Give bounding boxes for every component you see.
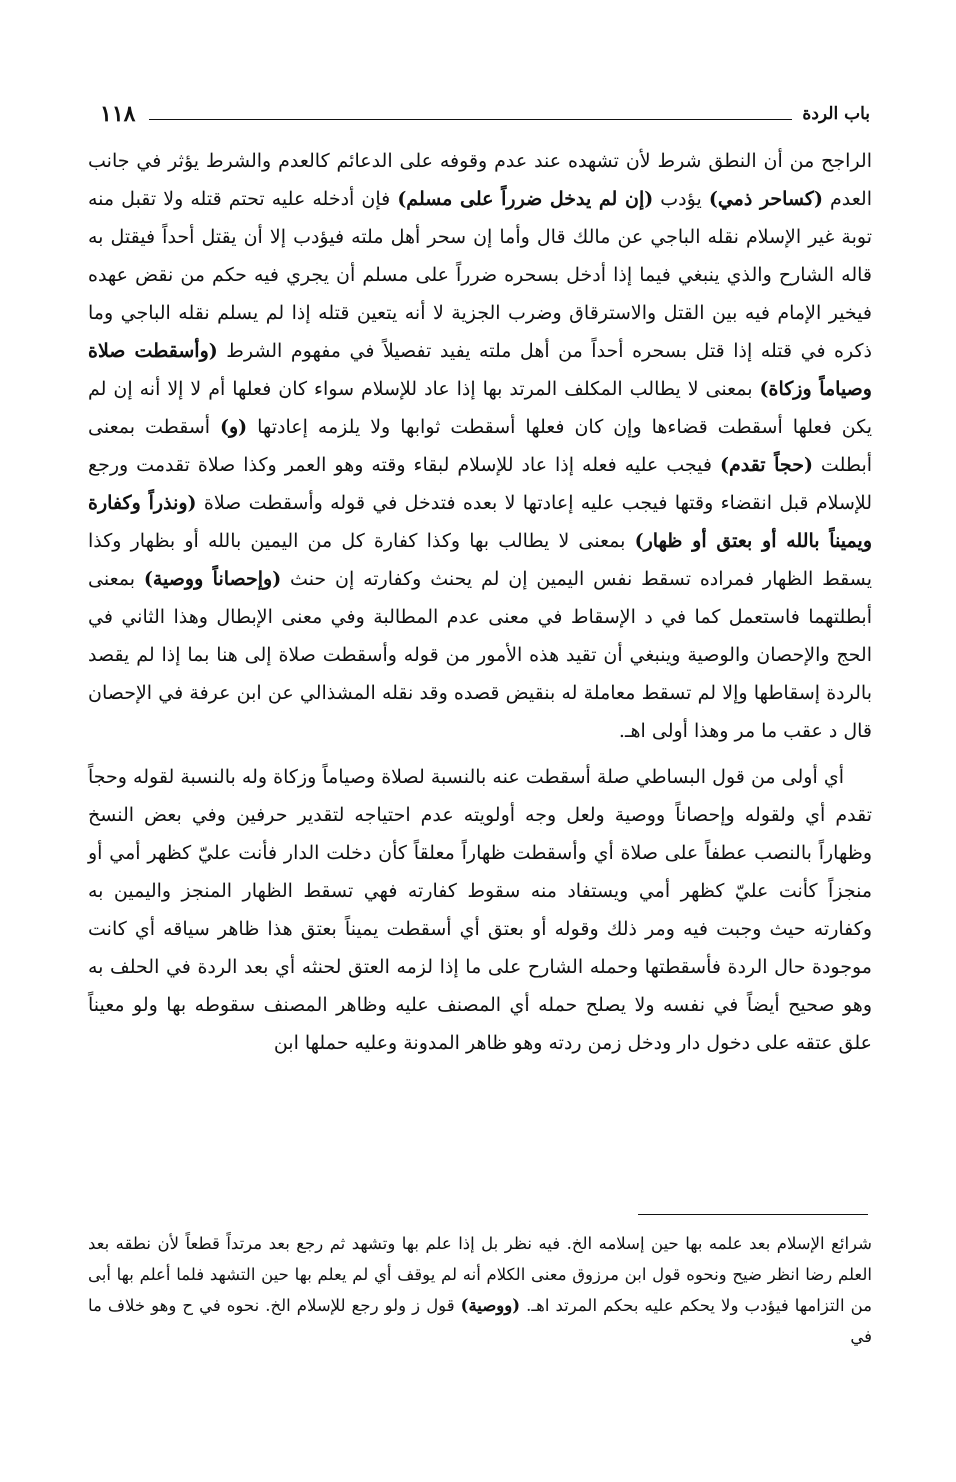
paragraph-1 xyxy=(88,142,872,750)
text-segment: فإن أدخله عليه تحتم قتله ولا تقبل منه توبة غير الإسلام نقله الباجي عن مالك قال وأما إن سحر أهل ملته فيؤدب إلا أن يقتل أحداً فيقتل به قاله الشارح والذي ينبغي فيما إذا أدخل بسحره ضرراً على مسلم أن يجري فيه حكم من نقض عهده فيخير الإمام فيه بين القتل والاسترقاق وضرب الجزية لا أنه يتعين قتله إذا لم يسلم نقله الباجي وما ذكره في قتله إذا قتل بسحره أحداً من أهل ملته يفيد تفصيلاً في مفهوم الشرط xyxy=(88,188,873,362)
matn-quote: (وإحصاناً ووصية) xyxy=(143,568,282,590)
header-rule xyxy=(149,119,792,120)
matn-quote: (و) xyxy=(220,416,248,438)
footnote-quote: (ووصية) xyxy=(460,1296,521,1315)
text-segment: بمعنى أبطلتهما فاستعمل كما في د الإسقاط في معنى عدم المطالبة وفي معنى الإبطال وهذا الثاني في الحج والإحصان والوصية وينبغي أن تقيد هذه الأمور من قوله وأسقطت صلاة إلى هنا بما إذا لم يقصد بالردة إسقاطها وإلا لم تسقط معاملة له بنقيض قصده وقد نقله المشذالي عن ابن عرفة في الإحصان قال د عقب ما مر وهذا أولى اهـ. xyxy=(88,568,872,742)
matn-quote: (كساحر ذمي) xyxy=(708,188,823,210)
running-title: باب الردة xyxy=(802,104,870,124)
footnote-separator xyxy=(638,1214,868,1215)
matn-quote: (وأسقطت صلاة وصياماً وزكاة) xyxy=(88,340,872,400)
text-segment: أسقطت بمعنى أبطلت xyxy=(88,416,873,476)
footnote-text: قول ز ولو رجع للإسلام الخ. نحوه في ح وهو خلاف ما في xyxy=(88,1296,872,1346)
matn-quote: (ونذراً وكفارة ويميناً بالله أو بعتق أو ظهار) xyxy=(88,492,872,552)
paragraph-2: أي أولى من قول البساطي صلة أسقطت عنه بالنسبة لصلاة وصياماً وزكاة وله بالنسبة لقوله وحجاً تقدم أي ولقوله وإحصاناً ووصية ولعل وجه أولويته عدم احتياجه لتقدير حرفين وفي بعض النسخ وظهاراً بالنصب عطفاً على صلاة أي وأسقطت ظهاراً معلقاً كأن دخلت الدار فأنت عليّ كظهر أمي أو منجزاً كأنت عليّ كظهر أمي ويستفاد منه سقوط كفارته فهي تسقط الظهار المنجز واليمين به وكفارته حيث وجبت فيه ومر ذلك وقوله أو بعتق أي أسقطت يميناً بعتق هذا ظاهر سياقه أي كانت موجودة حال الردة فأسقطتها وحمله الشارح على ما إذا لزمه العتق لحنثه أي بعد الردة في الحلف به وهو صحيح أيضاً في نفسه ولا يصلح حمله أي المصنف عليه وظاهر المصنف سقوطه بها ولو معيناً علق عتقه على دخول دار ودخل زمن ردته وهو ظاهر المدونة وعليه حملها ابن xyxy=(88,766,872,1054)
matn-quote: (إن لم يدخل ضرراً على مسلم) xyxy=(397,188,654,210)
page-header xyxy=(100,88,870,128)
text-segment: الراجح من أن النطق شرط لأن تشهده عند عدم وقوفه على الدعائم كالعدم والشرط يؤثر في جانب العدم xyxy=(88,150,873,210)
text-segment: يؤدب xyxy=(653,188,709,210)
text-segment: بمعنى لا يطالب المكلف المرتد بها إذا عاد للإسلام سواء كان فعلها أم لا إلا أنه إن لم يكن فعلها أسقطت قضاءها وإن كان فعلها أسقطت ثوابها ولا يلزمه إعادتها xyxy=(88,378,873,438)
footnote-text: شرائع الإسلام بعد علمه بها حين إسلامه الخ. فيه نظر بل إذا علم بها وتشهد ثم رجع بعد مرتداً قطعاً لأن نطقه بعد العلم رضا انظر ضيح ونحوه قول ابن مرزوق معنى الكلام أنه لم يوقف أي لم يعلم بها حين التشهد فلما أعلم بها أبى من التزامها فيؤدب ولا يحكم عليه بحكم المرتد اهـ. xyxy=(88,1234,872,1315)
text-segment: بمعنى لا يطالب بها وكذا كفارة كل من اليمين بالله أو بظهار وكذا يسقط الظهار فمراده تسقط نفس اليمين إن لم يحنث وكفارته إن حنث xyxy=(88,530,872,590)
text-segment: فيجب عليه فعله إذا عاد للإسلام لبقاء وقته وهو العمر وكذا صلاة تقدمت ورجع للإسلام قبل انقضاء وقتها فيجب عليه إعادتها لا بعده فتدخل في قوله وأسقطت صلاة xyxy=(88,454,872,514)
footnote xyxy=(88,1228,872,1352)
matn-quote: (حجاً تقدم) xyxy=(719,454,813,476)
main-text xyxy=(88,142,872,1070)
page-number: ١١٨ xyxy=(100,101,136,127)
